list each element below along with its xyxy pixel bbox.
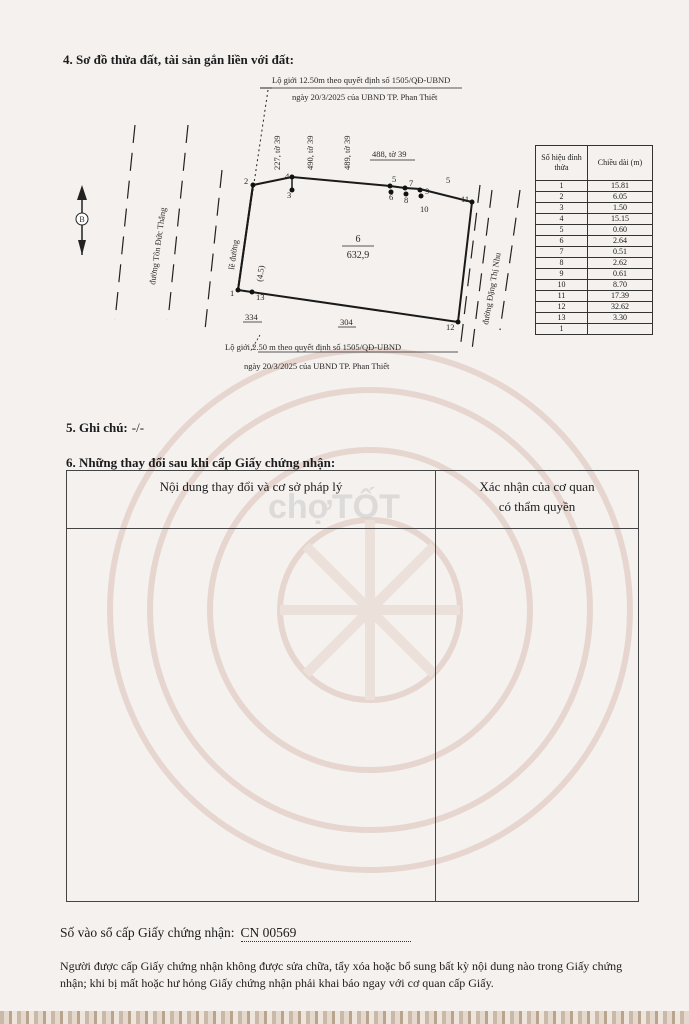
legend-length: 1.50 (588, 203, 653, 214)
legend-vertex: 2 (536, 192, 588, 203)
top-note-2: ngày 20/3/2025 của UBND TP. Phan Thiết (292, 92, 438, 102)
confirm-header-line-2: có thẩm quyền (498, 499, 576, 514)
neighbor-g: 5 (446, 175, 451, 185)
changes-content-header: Nội dung thay đổi và cơ sở pháp lý (67, 471, 436, 529)
legend-vertex: 3 (536, 203, 588, 214)
legend-vertex: 7 (536, 247, 588, 258)
vertex-7: 7 (409, 178, 414, 188)
top-note-1: Lộ giới 12.50m theo quyết định số 1505/QĐ-UBND (272, 75, 451, 85)
legend-row (536, 280, 653, 291)
legend-vertex: 10 (536, 280, 588, 291)
legend-row (536, 313, 653, 324)
setback-label: (4.5) (254, 264, 267, 283)
vertex-5: 5 (392, 174, 397, 184)
watermark-logo: chợTỐT (268, 488, 400, 526)
legend-length: 0.51 (588, 247, 653, 258)
neighbor-b: 490, tờ 39 (305, 135, 315, 170)
legend-row (536, 247, 653, 258)
legend-vertex: 9 (536, 269, 588, 280)
registry-label: Số vào sổ cấp Giấy chứng nhận: (60, 925, 235, 940)
north-label: B (79, 215, 85, 224)
road-right-label: đường Đặng Thị Nhu (480, 251, 503, 326)
bottom-border-strip (0, 1011, 689, 1024)
legend-length: 6.05 (588, 192, 653, 203)
legend-row (536, 258, 653, 269)
neighbor-a: 227, tờ 39 (272, 135, 282, 170)
changes-content-cell (67, 529, 436, 902)
registry-line (60, 925, 411, 942)
neighbor-e: 334 (245, 312, 258, 322)
legend-vertex: 13 (536, 313, 588, 324)
legend-vertex: 6 (536, 236, 588, 247)
col-vertex-header: Số hiệu đỉnh thửa (536, 146, 588, 181)
road-inner-label: lề đường (226, 239, 241, 271)
legend-length: 15.15 (588, 214, 653, 225)
legend-row (536, 181, 653, 192)
legend-row (536, 214, 653, 225)
legend-vertex: 1 (536, 324, 588, 335)
vertex-3: 3 (287, 190, 292, 200)
vertex-6: 6 (389, 192, 394, 202)
section-6-title: 6. Những thay đổi sau khi cấp Giấy chứng nhận: (66, 455, 336, 470)
neighbor-f: 304 (340, 317, 353, 327)
legend-row (536, 269, 653, 280)
parcel-area: 632,9 (346, 250, 370, 261)
registry-number: CN 00569 (241, 925, 411, 942)
legend-row (536, 203, 653, 214)
legend-length: 0.61 (588, 269, 653, 280)
legend-row (536, 236, 653, 247)
legend-vertex: 1 (536, 181, 588, 192)
changes-confirm-cell (436, 529, 639, 902)
vertex-10: 10 (420, 204, 429, 214)
legend-row (536, 192, 653, 203)
section-5-label: 5. Ghi chú: (66, 420, 128, 435)
legend-length: 32.62 (588, 302, 653, 313)
legend-row (536, 302, 653, 313)
parcel-number: 6 (355, 234, 361, 245)
confirm-header-line-1: Xác nhận của cơ quan (479, 479, 595, 494)
legend-vertex: 4 (536, 214, 588, 225)
legend-length: 2.64 (588, 236, 653, 247)
neighbor-d: 488, tờ 39 (372, 149, 407, 159)
vertex-4: 4 (285, 171, 290, 181)
north-arrow-icon (76, 185, 88, 255)
vertex-12: 12 (446, 322, 455, 332)
vertex-13: 13 (256, 292, 265, 302)
changes-confirm-header (436, 471, 639, 529)
legend-row (536, 291, 653, 302)
legend-vertex: 5 (536, 225, 588, 236)
vertex-2: 2 (244, 176, 249, 186)
legend-length: 0.60 (588, 225, 653, 236)
bottom-note-2: ngày 20/3/2025 của UBND TP. Phan Thiết (244, 361, 390, 371)
changes-table (66, 470, 639, 902)
vertex-8: 8 (404, 195, 409, 205)
legend-length: 15.81 (588, 181, 653, 192)
legend-row (536, 225, 653, 236)
vertex-length-table (535, 145, 653, 335)
road-left-label: đường Tôn Đức Thắng (147, 206, 168, 286)
legend-row (536, 324, 653, 335)
footer-note: Người được cấp Giấy chứng nhận không được sửa chữa, tẩy xóa hoặc bổ sung bất kỳ nội dung nào trong Giấy chứng nhận; khi bị mất hoặc hư hỏng Giấy chứng nhận phải khai báo ngay với cơ quan cấp Giấy. (60, 959, 623, 990)
section-5-value: -/- (131, 420, 145, 435)
bottom-note-1: Lộ giới 2.50 m theo quyết định số 1505/QĐ-UBND (225, 342, 402, 352)
legend-vertex: 12 (536, 302, 588, 313)
col-length-header: Chiều dài (m) (588, 146, 653, 181)
legend-length: 17.39 (588, 291, 653, 302)
legend-vertex: 8 (536, 258, 588, 269)
vertex-9: 9 (425, 186, 430, 196)
vertex-1: 1 (230, 288, 235, 298)
section-4-title: 4. Sơ đồ thửa đất, tài sản gắn liền với đất: (63, 52, 294, 67)
legend-length (588, 324, 653, 335)
vertex-11: 11 (461, 194, 470, 204)
legend-vertex: 11 (536, 291, 588, 302)
legend-length: 2.62 (588, 258, 653, 269)
legend-length: 8.70 (588, 280, 653, 291)
neighbor-c: 489, tờ 39 (342, 135, 352, 170)
legend-length: 3.30 (588, 313, 653, 324)
section-5-title (66, 420, 144, 436)
